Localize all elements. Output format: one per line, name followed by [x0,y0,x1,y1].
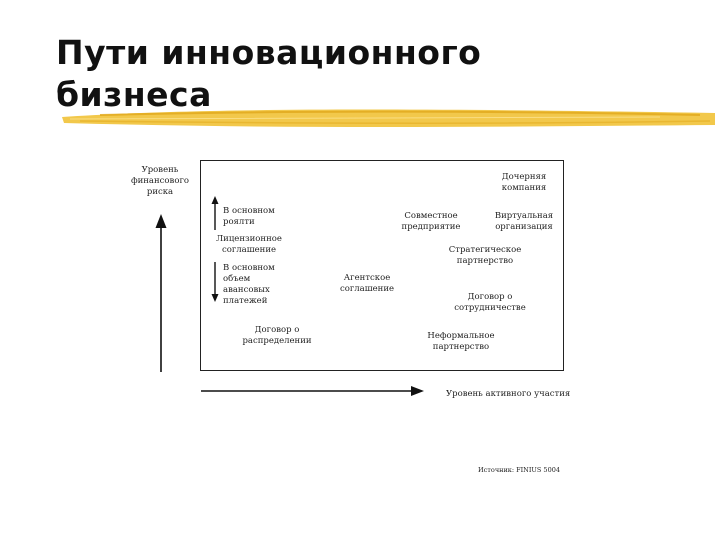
agency-agreement-label: Агентское соглашение [339,273,395,294]
strategic-partnership-label: Стратегическое партнерство [448,245,522,266]
informal-partnership-label: Неформальное партнерство [427,331,495,352]
title-line-1: Пути инновационного [56,33,482,72]
distribution-agreement-label: Договор о распределении [242,325,312,346]
royalty-label: В основном роялти [223,206,275,227]
x-axis-label: Уровень активного участия [446,389,571,399]
cooperation-agreement-label: Договор о сотрудничестве [454,292,526,313]
source-caption: Источник: FINIUS 5004 [478,466,560,474]
subsidiary-label: Дочерняя компания [501,172,547,193]
license-agreement-label: Лицензионное соглашение [216,234,282,255]
advance-payments-label: В основном объем авансовых платежей [223,263,275,306]
y-axis-label: Уровень финансового риска [130,165,190,197]
virtual-organization-label: Виртуальная организация [494,211,554,232]
joint-venture-label: Совместное предприятие [401,211,461,232]
title-line-2: бизнеса [56,75,212,114]
